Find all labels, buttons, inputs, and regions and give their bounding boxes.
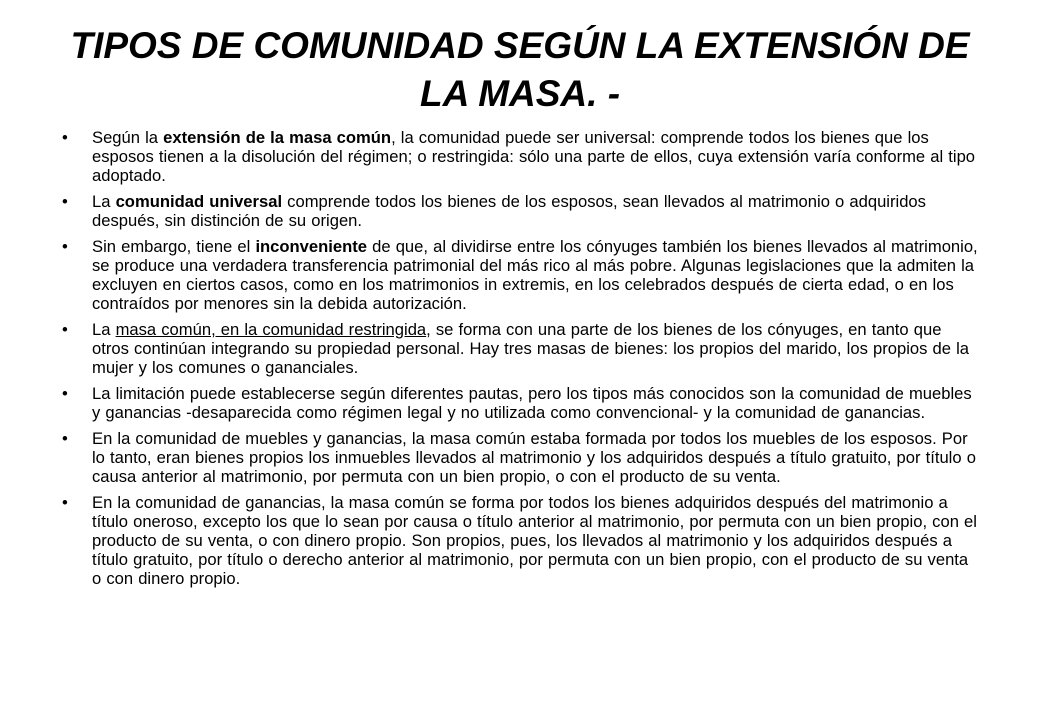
title-line-1: TIPOS DE COMUNIDAD SEGÚN LA EXTENSIÓN DE	[70, 25, 970, 66]
bullet-text-before: La	[92, 192, 116, 211]
bullet-item-limitacion	[62, 384, 982, 422]
bullet-text-before: Sin embargo, tiene el	[92, 237, 256, 256]
bullet-text-before: Según la	[92, 128, 164, 147]
bullet-item-muebles-ganancias	[62, 429, 982, 486]
bullet-icon: •	[62, 192, 68, 211]
bullet-icon: •	[62, 320, 68, 339]
bullet-item-extension	[62, 128, 982, 185]
bullet-icon: •	[62, 493, 68, 512]
bullet-text: En la comunidad de ganancias, la masa común se forma por todos los bienes adquiridos después del matrimonio a título oneroso, excepto los que lo sean por causa o título anterior al matrimonio, por permuta con un bien propio, con el producto de su venta, o con dinero propio. Son propios, pues, los llevados al matrimonio y los adquiridos después a título gratuito, por título o derecho anterior al matrimonio, por permuta con un bien propio, con el producto de su venta o con dinero propio.	[92, 493, 977, 588]
bullet-icon: •	[62, 237, 68, 256]
bullet-text-bold: comunidad universal	[115, 192, 283, 211]
bullet-text-after: , la comunidad puede ser universal: comprende todos los bienes que los esposos tienen a la disolución del régimen; o restringida: sólo una parte de ellos, cuya extensión varía conforme al tipo adoptado.	[92, 128, 976, 185]
bullet-text-after: comprende todos los bienes de los esposos, sean llevados al matrimonio o adquiridos después, sin distinción de su origen.	[92, 192, 926, 230]
bullet-text: La limitación puede establecerse según diferentes pautas, pero los tipos más conocidos son la comunidad de muebles y ganancias -desaparecida como régimen legal y no utilizada como convencional- y la comunidad de ganancias.	[92, 384, 972, 422]
bullet-text-bold: inconveniente	[255, 237, 368, 256]
slide-title	[40, 22, 1000, 118]
title-line-2: LA MASA. -	[419, 73, 621, 114]
bullet-text-after: , se forma con una parte de los bienes de los cónyuges, en tanto que otros continúan integrando su propiedad personal. Hay tres masas de bienes: los propios del marido, los propios de la mujer y los comunes o gananciales.	[92, 320, 969, 377]
bullet-text-bold: extensión de la masa común	[163, 128, 392, 147]
bullet-text-underlined: masa común, en la comunidad restringida	[115, 320, 427, 339]
bullet-icon: •	[62, 429, 68, 448]
bullet-text: En la comunidad de muebles y ganancias, la masa común estaba formada por todos los muebles de los esposos. Por lo tanto, eran bienes propios los inmuebles llevados al matrimonio y los adquiridos después a título gratuito, por título o causa anterior al matrimonio, por permuta con un bien propio, o con el producto de su venta.	[92, 429, 976, 486]
bullet-text-after: de que, al dividirse entre los cónyuges también los bienes llevados al matrimonio, se produce una verdadera transferencia patrimonial del más rico al más pobre. Algunas legislaciones que la admiten la excluyen en ciertos casos, como en los matrimonios in extremis, en los celebrados después de cierta edad, o en los contraídos por menores sin la debida autorización.	[92, 237, 978, 313]
bullet-icon: •	[62, 128, 68, 147]
bullet-item-ganancias	[62, 493, 982, 588]
bullet-item-universal	[62, 192, 982, 230]
bullet-item-restringida	[62, 320, 982, 377]
bullet-list	[62, 128, 982, 595]
bullet-text-before: La	[92, 320, 116, 339]
bullet-item-inconveniente	[62, 237, 982, 313]
bullet-icon: •	[62, 384, 68, 403]
